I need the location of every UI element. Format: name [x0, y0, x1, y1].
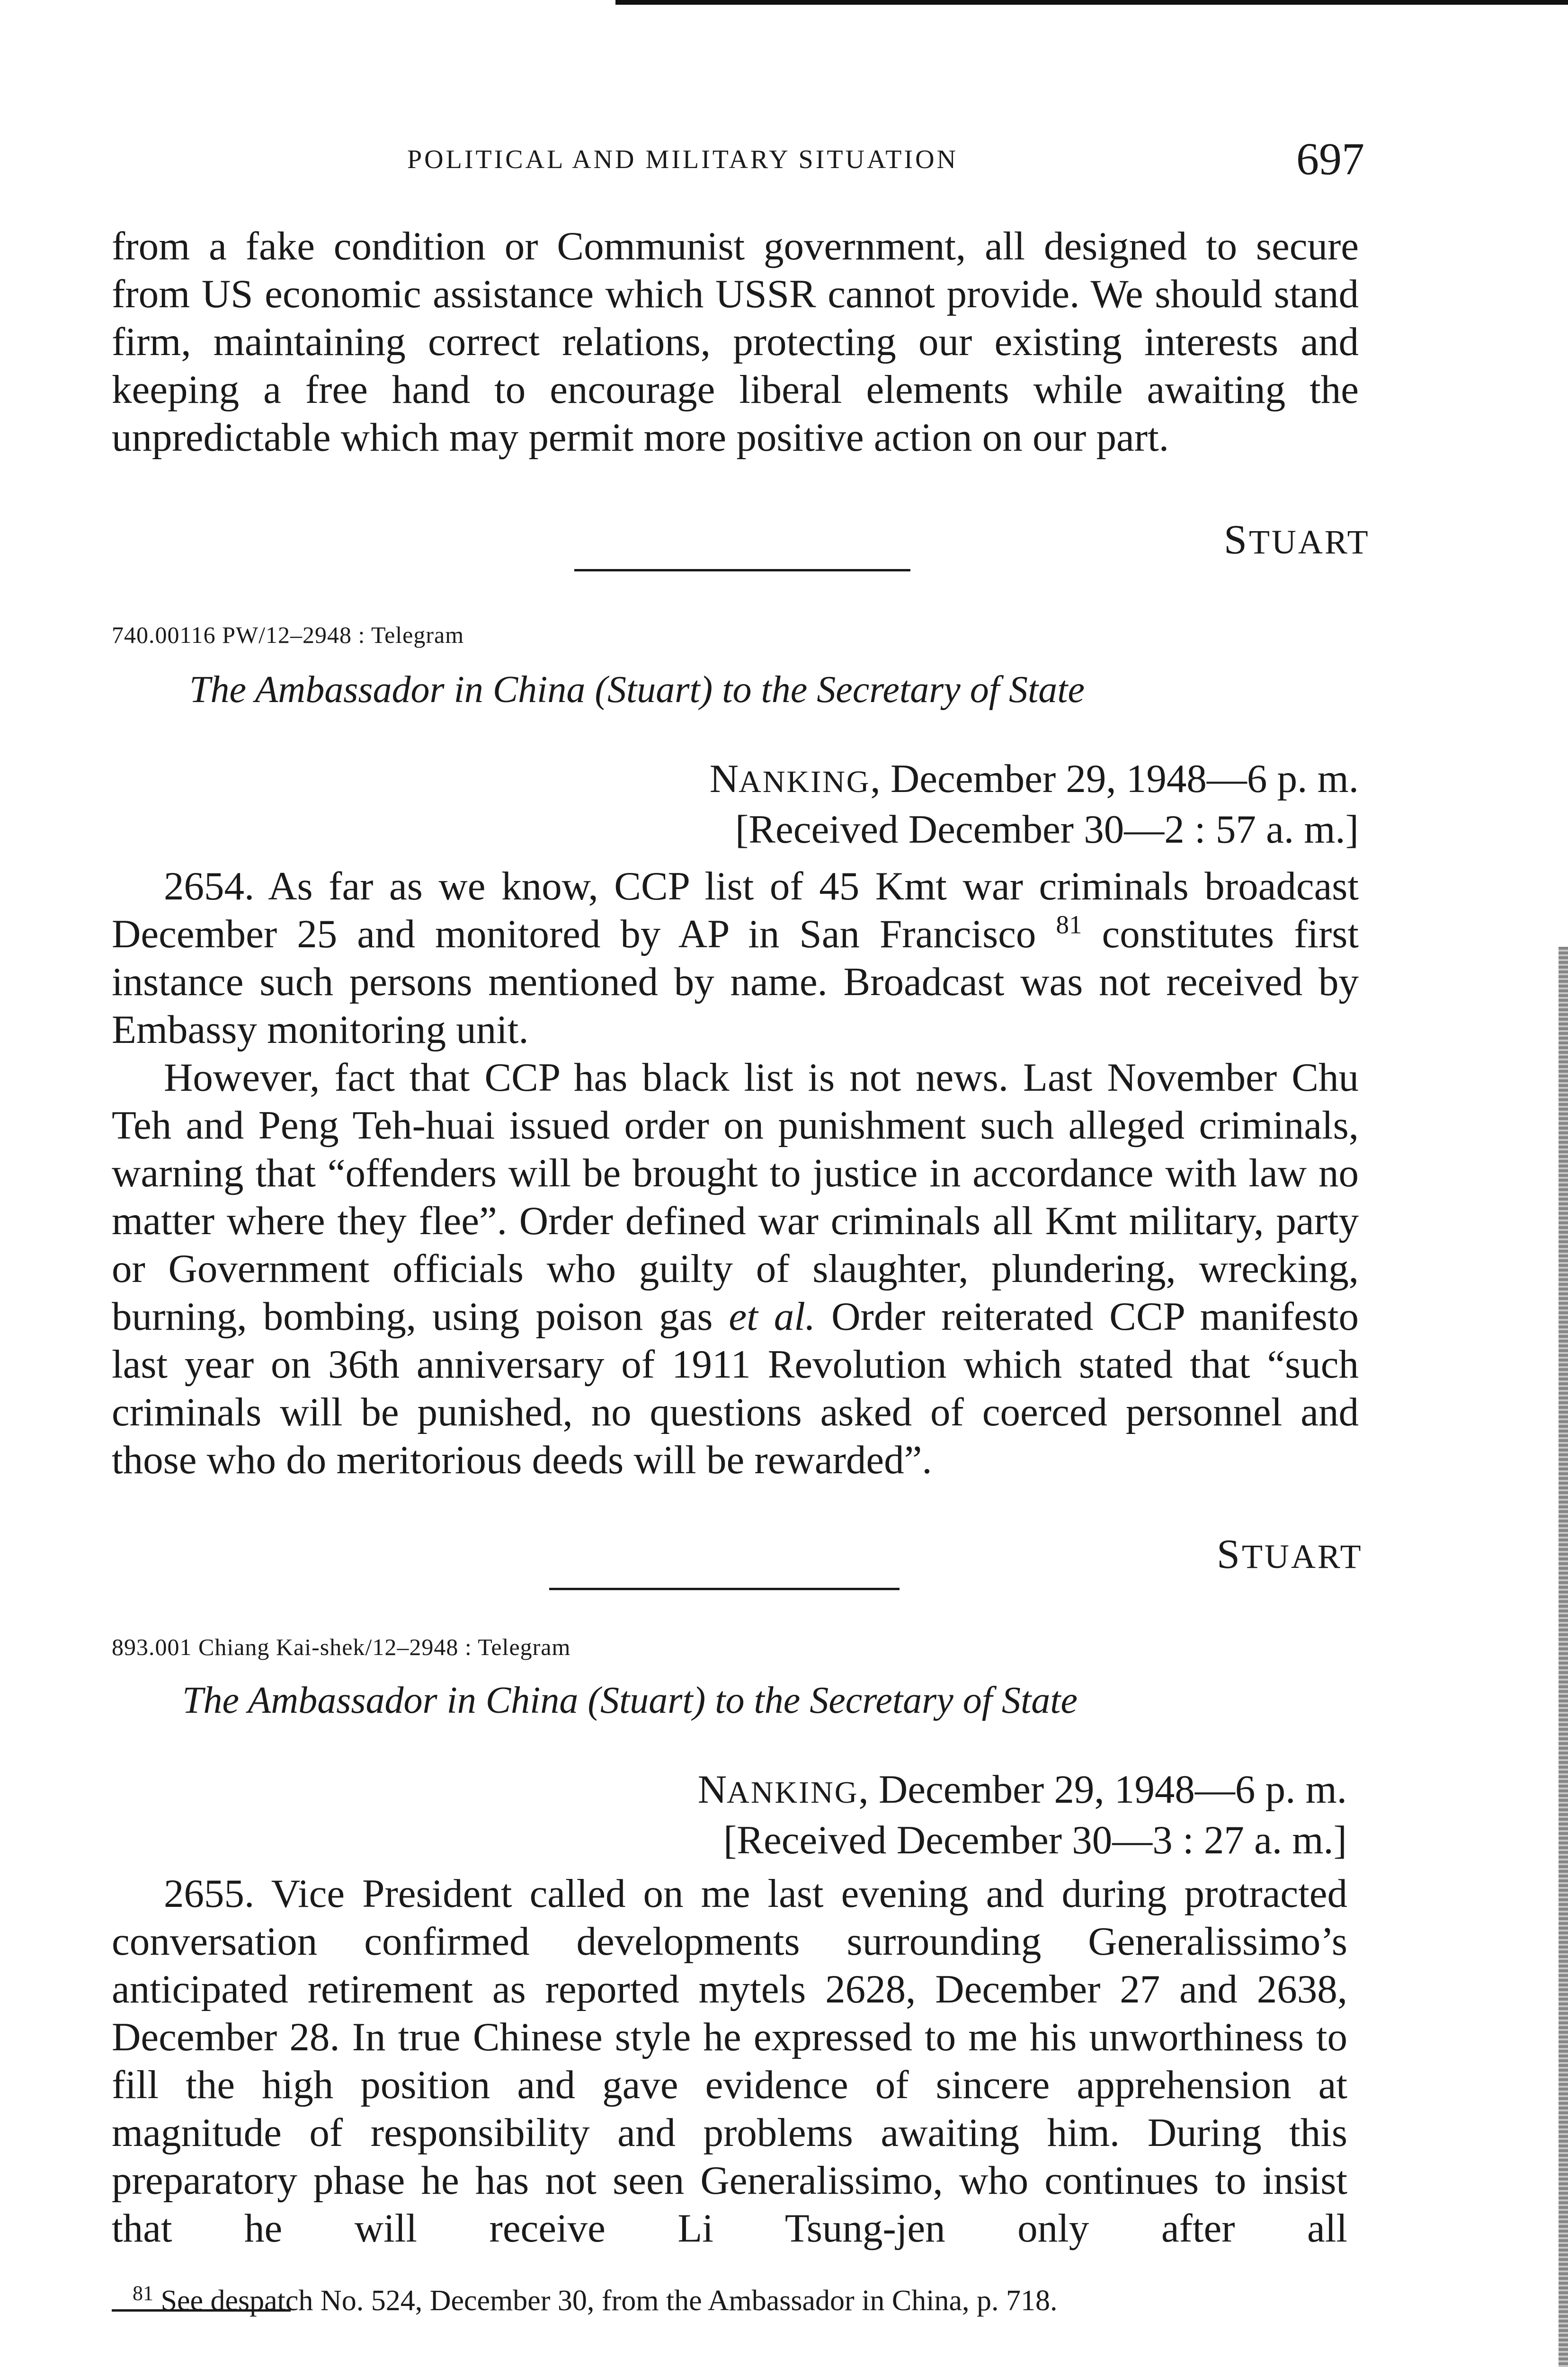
- received-line: [Received December 30—2 : 57 a. m.]: [735, 807, 1359, 852]
- date-line: NANKING, December 29, 1948—6 p. m.: [709, 756, 1359, 801]
- telegram-paragraph: However, fact that CCP has black list is not news. Last November Chu Teh and Peng Teh-huai issued order on punishment such alleged criminals, warning that “offenders will be brought to justice in accordance with law no matter where they flee”. Order defined war criminals all Kmt military, party or Government officials who guilty of slaughter, plundering, wrecking, burning, bombing, using poison gas et al. Order reiterated CCP manifesto last year on 36th anniversary of 1911 Revolution which stated that “such criminals will be punished, no questions asked of coerced personnel and those who do meritorious deeds will be rewarded”.: [112, 1055, 1359, 1482]
- telegram-paragraph: 2655. Vice President called on me last evening and during protracted conversation confirmed developments surrounding Generalissimo’s anticipated retirement as reported mytels 2628, December 27 and 2638, December 28. In true Chinese style he expressed to me his unworthiness to fill the high position and gave evidence of sincere apprehension at magnitude of responsibility and problems awaiting him. During this preparatory phase he has not seen Generalissimo, who continues to insist that he will receive Li Tsung-jen only after all: [112, 1871, 1347, 2251]
- running-title: POLITICAL AND MILITARY SITUATION: [407, 145, 958, 174]
- page-binding-edge: [1559, 947, 1568, 2367]
- document-title: The Ambassador in China (Stuart) to the Secretary of State: [189, 669, 1085, 711]
- file-number: 740.00116 PW/12–2948 : Telegram: [112, 622, 464, 648]
- telegram-paragraph: 2654. As far as we know, CCP list of 45 Kmt war criminals broadcast December 25 and monitored by AP in San Francisco $^{81}$ constitutes first instance such persons mentioned by name. Broadcast was not received by Embassy monitoring unit.: [112, 864, 1359, 1052]
- footnote-marker: 81: [133, 2281, 153, 2305]
- document-title: The Ambassador in China (Stuart) to the Secretary of State: [182, 1680, 1078, 1721]
- file-number: 893.001 Chiang Kai-shek/12–2948 : Telegram: [112, 1634, 571, 1660]
- section-divider: [574, 569, 910, 571]
- continuation-block: [112, 222, 1359, 462]
- dateline: [0, 755, 1359, 853]
- footnote: $^{81}$ See despatch No. 524, December 30, from the Ambassador in China, p. 718.: [133, 2281, 1058, 2317]
- footnote-ref: 81: [1056, 910, 1082, 939]
- signature-stuart-1: STUART: [1224, 517, 1370, 563]
- doc2-body: [112, 1870, 1347, 2252]
- received-line: [Received December 30—3 : 27 a. m.]: [723, 1818, 1347, 1862]
- date-line: NANKING, December 29, 1948—6 p. m.: [697, 1767, 1347, 1812]
- signature-stuart-2: STUART: [1217, 1531, 1363, 1577]
- continuation-paragraph: from a fake condition or Communist government, all designed to secure from US economic assistance which USSR cannot provide. We should stand firm, maintaining correct relations, protecting our existing interests and keeping a free hand to encourage liberal elements while awaiting the unpredictable which may permit more positive action on our part.: [112, 224, 1359, 460]
- dateline: [0, 1766, 1347, 1864]
- doc1-body: [112, 863, 1359, 1484]
- page-edge-shadow: [615, 0, 1568, 5]
- page-number: 697: [1296, 133, 1364, 184]
- section-divider: [549, 1588, 900, 1590]
